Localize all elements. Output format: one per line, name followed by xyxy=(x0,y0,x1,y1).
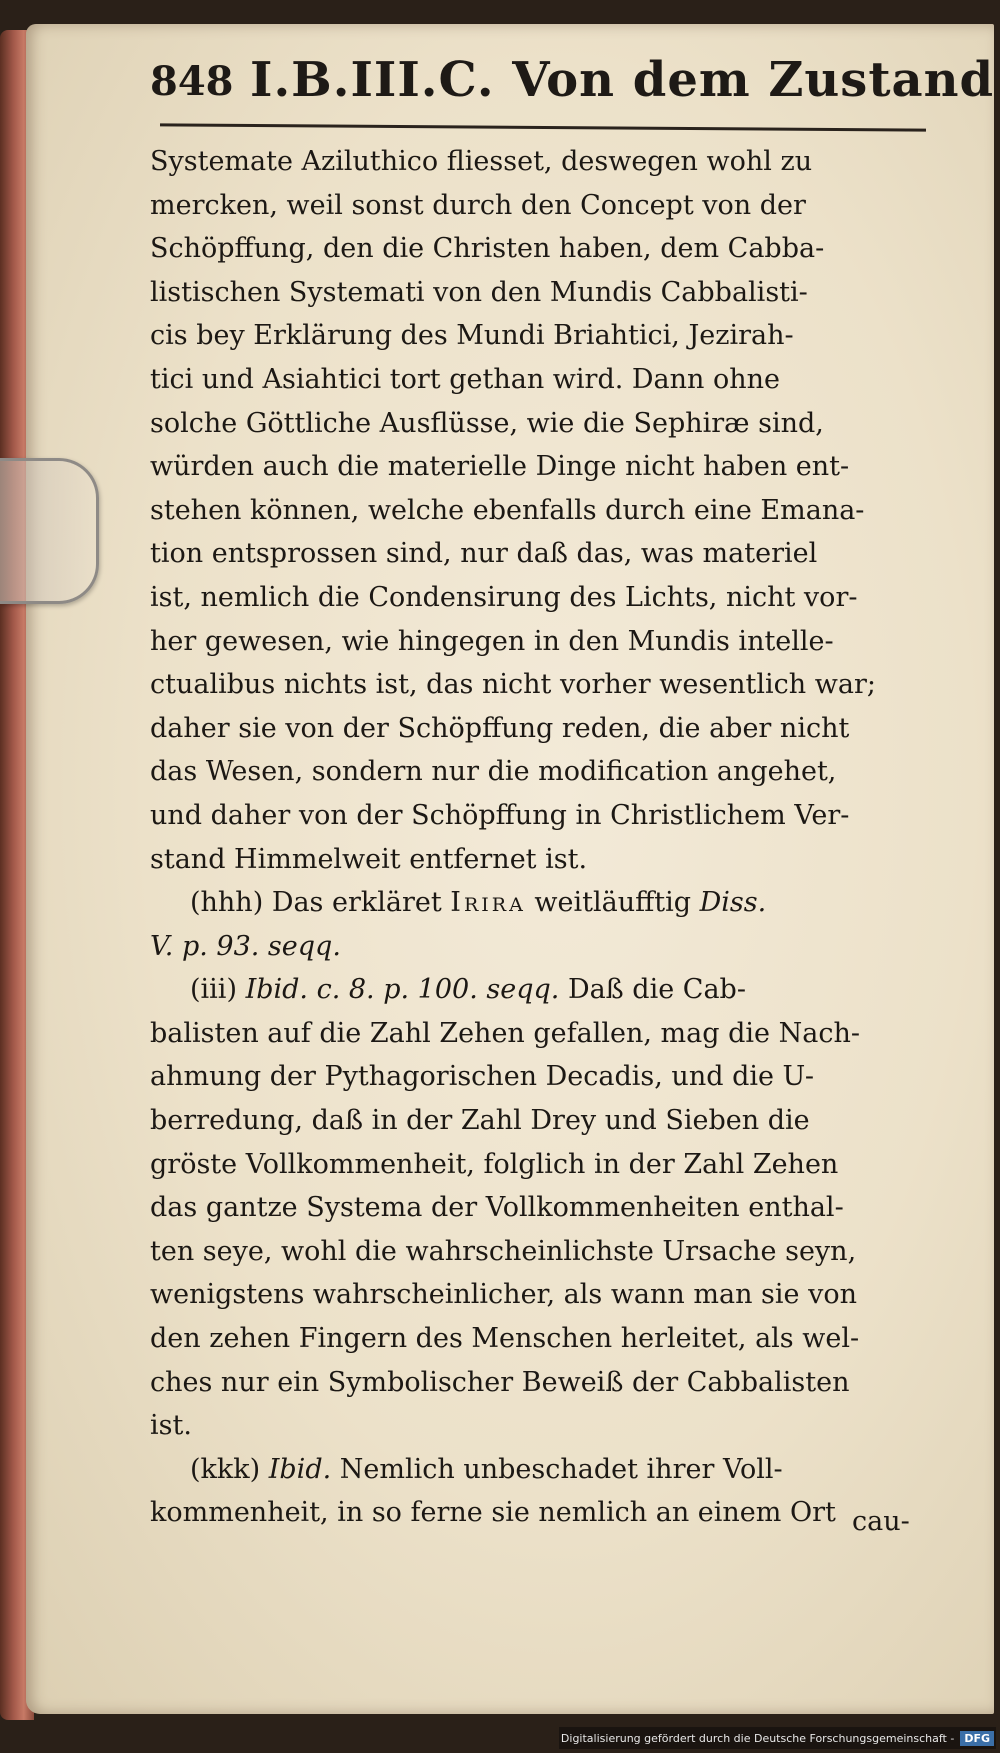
line-text: tion entsprossen sind, nur daß das, was materiel xyxy=(150,538,818,570)
small-caps-name: Irira xyxy=(450,887,526,919)
text-line xyxy=(150,1099,940,1143)
text-line xyxy=(150,750,940,794)
line-text: gröste Vollkommenheit, folglich in der Zahl Zehen xyxy=(150,1148,839,1180)
line-text: ches nur ein Symbolischer Beweiß der Cabbalisten xyxy=(150,1366,850,1398)
text-line xyxy=(150,1317,940,1361)
text-line xyxy=(150,1230,940,1274)
italic-reference: Diss. xyxy=(699,887,767,919)
text-line xyxy=(150,489,940,533)
text-line xyxy=(150,402,940,446)
line-text: ctualibus nichts ist, das nicht vorher wesentlich war; xyxy=(150,669,876,701)
text-line xyxy=(150,1491,940,1535)
line-text: kommenheit, in so ferne sie nemlich an einem Ort xyxy=(150,1497,836,1529)
footer-text: Digitalisierung gefördert durch die Deutsche Forschungsgemeinschaft - xyxy=(560,1731,955,1745)
text-line xyxy=(150,1448,940,1492)
line-text: cis bey Erklärung des Mundi Briahtici, Jezirah- xyxy=(150,320,794,352)
line-text: stehen können, welche ebenfalls durch eine Emana- xyxy=(150,494,865,526)
running-head: I.B.III.C. Von dem Zustand xyxy=(250,52,995,108)
text-line xyxy=(150,838,940,882)
italic-reference: Ibid. xyxy=(268,1453,332,1485)
line-text: (iii) xyxy=(190,974,246,1006)
line-text: tici und Asiahtici tort gethan wird. Dann ohne xyxy=(150,363,781,395)
text-line xyxy=(150,271,940,315)
text-line xyxy=(150,663,940,707)
line-text: (hhh) Das erkläret xyxy=(190,887,451,919)
line-text: her gewesen, wie hingegen in den Mundis intelle- xyxy=(150,625,834,657)
line-text: V. p. 93. seqq. xyxy=(150,930,341,962)
text-line xyxy=(150,1361,940,1405)
line-text: würden auch die materielle Dinge nicht haben ent- xyxy=(150,451,850,483)
line-text: den zehen Fingern des Menschen herleitet, als wel- xyxy=(150,1323,860,1355)
line-text: daher sie von der Schöpffung reden, die aber nicht xyxy=(150,712,850,744)
page-number: 848 xyxy=(150,58,234,105)
catchword: cau- xyxy=(852,1506,910,1537)
page-clip xyxy=(0,458,99,604)
line-tail: Daß die Cab- xyxy=(559,974,746,1006)
text-line xyxy=(150,358,940,402)
line-text: mercken, weil sonst durch den Concept von der xyxy=(150,189,806,221)
text-line xyxy=(150,620,940,664)
text-line xyxy=(150,576,940,620)
text-line xyxy=(150,314,940,358)
text-line xyxy=(150,1055,940,1099)
line-text: balisten auf die Zahl Zehen gefallen, mag die Nach- xyxy=(150,1017,860,1049)
line-text: Systemate Aziluthico fliesset, deswegen wohl zu xyxy=(150,146,813,177)
text-line xyxy=(150,445,940,489)
text-line xyxy=(150,1012,940,1056)
text-line xyxy=(150,794,940,838)
line-text: ten seye, wohl die wahrscheinlichste Ursache seyn, xyxy=(150,1235,857,1267)
text-line xyxy=(150,532,940,576)
text-line xyxy=(150,881,940,925)
footer-credit xyxy=(559,1727,996,1749)
body-text xyxy=(150,140,940,1535)
line-text: und daher von der Schöpffung in Christlichem Ver- xyxy=(150,799,850,831)
text-line xyxy=(150,968,940,1012)
line-text: (kkk) xyxy=(190,1453,269,1485)
text-line xyxy=(150,1143,940,1187)
dfg-logo: DFG xyxy=(960,1731,994,1746)
line-text: ist, nemlich die Condensirung des Lichts, nicht vor- xyxy=(150,581,858,613)
text-line xyxy=(150,227,940,271)
text-line xyxy=(150,140,940,184)
line-tail: Nemlich unbeschadet ihrer Voll- xyxy=(331,1453,783,1485)
text-line xyxy=(150,707,940,751)
text-line xyxy=(150,184,940,228)
line-text: wenigstens wahrscheinlicher, als wann man sie von xyxy=(150,1279,858,1311)
line-text: Schöpffung, den die Christen haben, dem Cabba- xyxy=(150,233,825,265)
line-text: listischen Systemati von den Mundis Cabbalisti- xyxy=(150,276,808,308)
text-line xyxy=(150,1404,940,1448)
line-text: solche Göttliche Ausflüsse, wie die Sephiræ sind, xyxy=(150,407,824,439)
text-line xyxy=(150,925,940,969)
text-line xyxy=(150,1273,940,1317)
italic-reference: Ibid. c. 8. p. 100. seqq. xyxy=(245,974,560,1006)
line-text: stand Himmelweit entfernet ist. xyxy=(150,843,588,875)
line-text: berredung, daß in der Zahl Drey und Sieben die xyxy=(150,1105,810,1137)
page-header xyxy=(150,52,995,122)
text-line xyxy=(150,1186,940,1230)
line-text: ahmung der Pythagorischen Decadis, und die U- xyxy=(150,1061,814,1093)
line-tail: weitläufftig xyxy=(525,887,700,919)
line-text: das gantze Systema der Vollkommenheiten enthal- xyxy=(150,1192,844,1224)
line-text: ist. xyxy=(150,1410,192,1442)
line-text: das Wesen, sondern nur die modification angehet, xyxy=(150,756,837,788)
